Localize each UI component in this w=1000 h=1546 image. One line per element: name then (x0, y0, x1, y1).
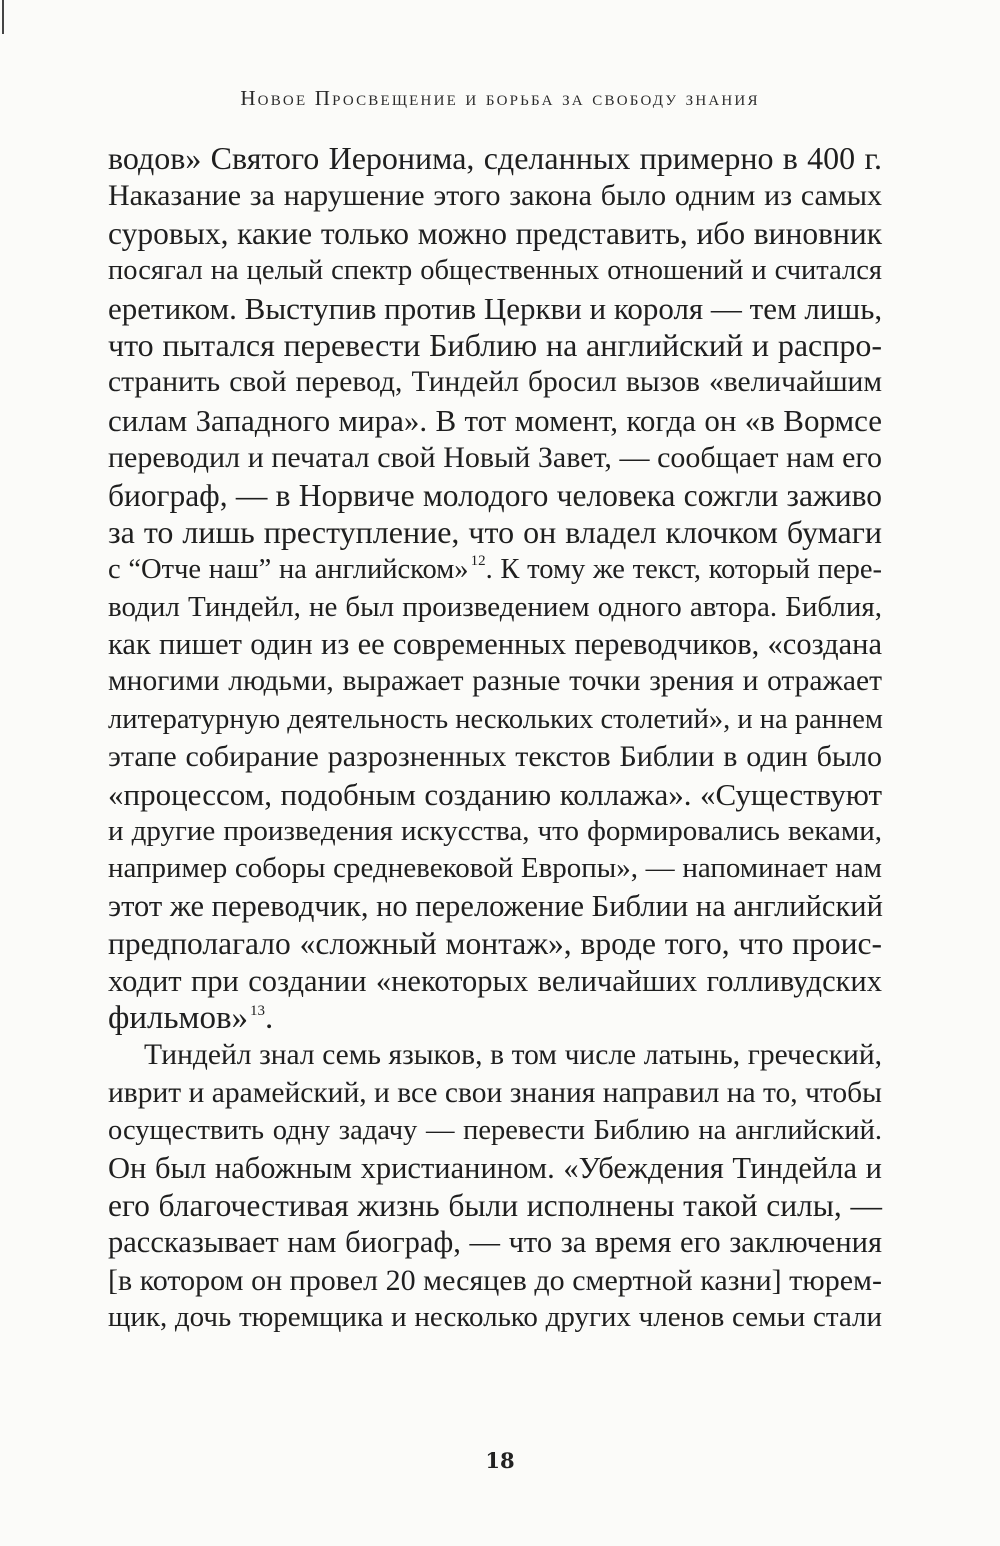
running-head: Новое Просвещение и борьба за свободу знания (240, 86, 760, 110)
text-line: многими людьми, выражает разные точки зрения и отражает (108, 665, 882, 698)
text-segment: . К тому же текст, который пере- (485, 554, 882, 586)
text-line: этот же переводчик, но переложение Библии на английский (108, 888, 883, 923)
text-line: как пишет один из ее современных переводчиков, «создана (108, 627, 882, 662)
text-line: щик, дочь тюремщика и несколько других членов семьи стали (108, 1301, 882, 1334)
text-line: суровых, какие только можно представить, ибо виновник (108, 215, 882, 251)
text-line: например соборы средневековой Европы», — напоминает нам (108, 852, 882, 885)
page-edge-mark (2, 0, 4, 34)
text-segment: . (265, 999, 274, 1036)
text-line: «процессом, подобным созданию коллажа». «Существуют (108, 776, 882, 812)
text-line: Тиндейл знал семь языков, в том числе латынь, греческий, (144, 1039, 882, 1072)
text-segment: с “Отче наш” на английском» (108, 554, 469, 586)
text-line: иврит и арамейский, и все свои знания направил на то, чтобы (108, 1076, 882, 1109)
text-line: его благочестивая жизнь были исполнены такой силы, — (108, 1187, 882, 1223)
text-line: [в котором он провел 20 месяцев до смертной казни] тюрем- (108, 1263, 882, 1297)
text-line: посягал на целый спектр общественных отношений и считался (108, 255, 882, 287)
text-line: ходит при создании «некоторых величайших голливудских (108, 963, 882, 998)
text-line: рассказывает нам биограф, — что за время его заключения (108, 1225, 882, 1260)
text-line: Он был набожным христианином. «Убеждения Тиндейла и (108, 1150, 882, 1185)
body-text (108, 140, 882, 1337)
footnote-ref-12[interactable]: 12 (470, 553, 486, 570)
text-line: переводил и печатал свой Новый Завет, — сообщает нам его (108, 441, 882, 475)
text-line: литературную деятельность нескольких столетий», и на раннем (108, 703, 883, 735)
text-line: Наказание за нарушение этого закона было одним из самых (108, 179, 882, 213)
paragraph-1 (108, 140, 882, 1037)
text-line: предполагало «сложный монтаж», вроде того, что проис- (108, 926, 882, 962)
text-line: и другие произведения искусства, что формировались веками, (108, 815, 882, 848)
text-line-with-footnote (108, 551, 882, 588)
text-line: еретиком. Выступив против Церкви и короля — тем лишь, (108, 290, 883, 326)
text-line: силам Западного мира». В тот момент, когда он «в Вормсе (108, 402, 882, 438)
paragraph-2 (108, 1037, 882, 1336)
text-line-with-footnote (108, 1000, 882, 1037)
text-line: странить свой перевод, Тиндейл бросил вызов «величайшим (108, 366, 882, 399)
text-line: за то лишь преступление, что он владел клочком бумаги (108, 513, 882, 550)
text-line: водил Тиндейл, не был произведением одного автора. Библия, (108, 590, 882, 623)
text-line: водов» Святого Иеронима, сделанных примерно в 400 г. (108, 140, 882, 176)
text-line: осуществить одну задачу — перевести Библию на английский. (108, 1115, 882, 1147)
footnote-ref-13[interactable]: 13 (250, 1002, 266, 1019)
text-segment: фильмов» (108, 999, 249, 1036)
text-line: что пытался перевести Библию на английский и распро- (108, 326, 882, 363)
text-line: этапе собирание разрозненных текстов Библии в один было (108, 740, 882, 774)
page-number: 18 (485, 1448, 515, 1473)
text-line: биограф, — в Норвиче молодого человека сожгли заживо (108, 477, 882, 513)
